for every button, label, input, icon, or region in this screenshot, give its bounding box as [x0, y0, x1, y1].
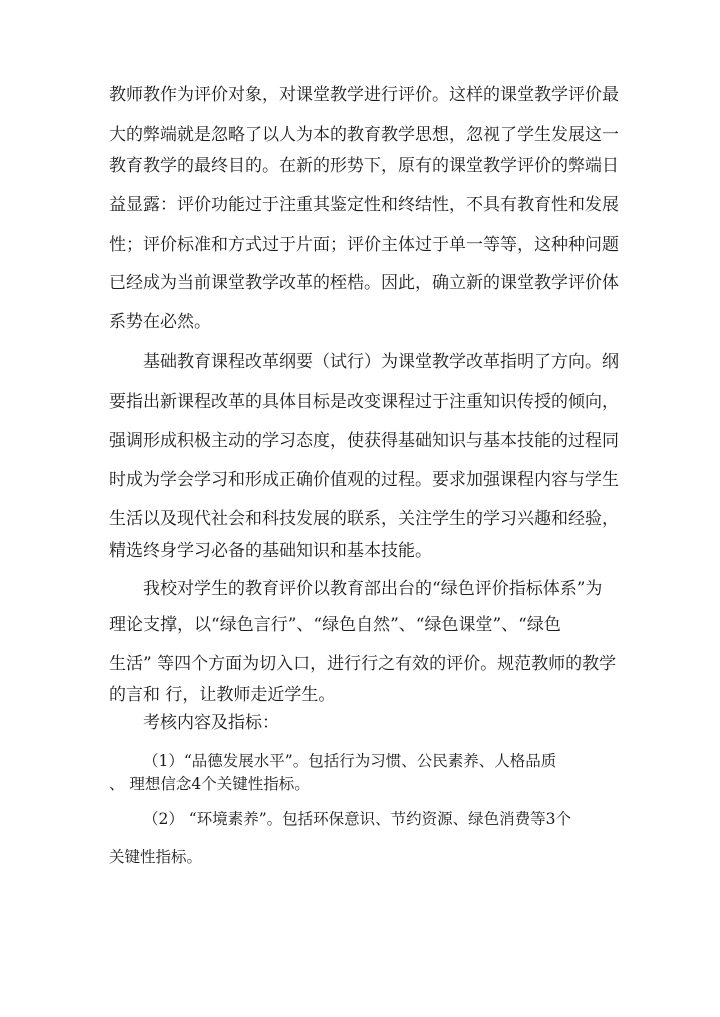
text-line: （2） “环境素养”。包括环保意识、节约资源、绿色消费等3个	[143, 810, 572, 828]
text-line: 强调形成积极主动的学习态度，使获得基础知识与基本技能的过程同	[109, 431, 619, 451]
text-line: 已经成为当前课堂教学改革的桎梏。因此，确立新的课堂教学评价体	[109, 273, 619, 293]
text-line: 的言和 行，让教师走近学生。	[109, 685, 336, 705]
text-line: 教师教作为评价对象，对课堂教学进行评价。这样的课堂教学评价最	[109, 85, 619, 105]
text-line: 要指出新课程改革的具体目标是改变课程过于注重知识传授的倾向，	[109, 392, 619, 412]
section-heading: 考核内容及指标：	[143, 713, 279, 733]
text-line: 系势在必然。	[109, 312, 211, 332]
text-line: 我校对学生的教育评价以教育部出台的“绿色评价指标体系”为	[143, 579, 603, 599]
text-line: （1）“品德发展水平”。包括行为习惯、公民素养、人格品质	[143, 752, 557, 770]
text-line: 、 理想信念4个关键性指标。	[109, 775, 310, 793]
text-line: 教育教学的最终目的。在新的形势下，原有的课堂教学评价的弊端日	[109, 156, 619, 176]
text-line: 生活” 等四个方面为切入口，进行行之有效的评价。规范教师的教学	[109, 654, 617, 674]
text-line: 大的弊端就是忽略了以人为本的教育教学思想，忽视了学生发展这一	[109, 125, 619, 145]
text-line: 基础教育课程改革纲要（试行）为课堂教学改革指明了方向。纲	[143, 352, 619, 372]
text-line: 生活以及现代社会和科技发展的联系，关注学生的学习兴趣和经验，	[109, 509, 619, 529]
text-line: 性；评价标准和方式过于片面；评价主体过于单一等等，这种种问题	[109, 235, 619, 255]
text-line: 时成为学会学习和形成正确价值观的过程。要求加强课程内容与学生	[109, 470, 619, 490]
text-line: 益显露：评价功能过于注重其鉴定性和终结性，不具有教育性和发展	[109, 195, 619, 215]
text-line: 精选终身学习必备的基础知识和基本技能。	[109, 541, 432, 561]
text-line: 关键性指标。	[109, 848, 203, 866]
text-line: 理论支撑，以“绿色言行”、“绿色自然”、“绿色课堂”、“绿色	[109, 615, 561, 635]
